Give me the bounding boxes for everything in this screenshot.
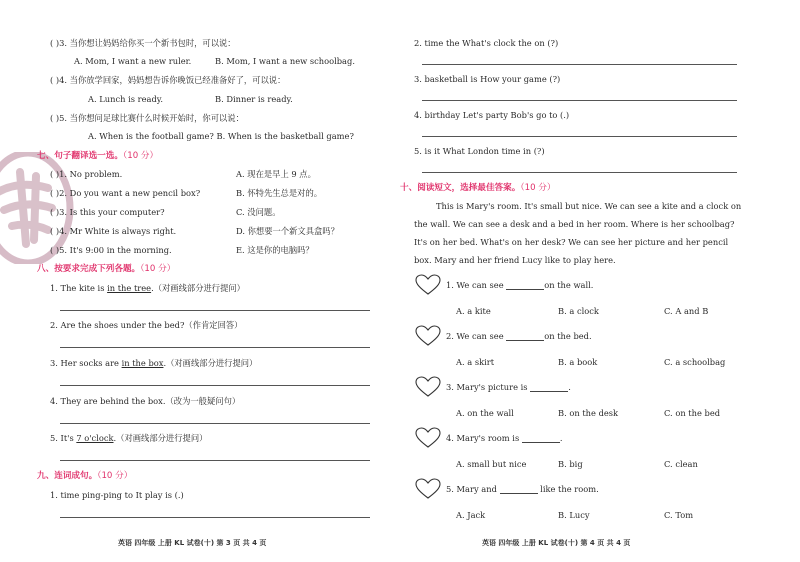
- reading-q3-option-b: B. on the desk: [558, 408, 619, 418]
- sec7-item-4-right: D. 你想要一个新文具盒吗？: [236, 226, 339, 236]
- answer-line[interactable]: [60, 385, 370, 386]
- sec7-item-1-right: A. 现在是早上 9 点。: [236, 169, 316, 179]
- reading-q1: 1. We can see on the wall.: [446, 280, 594, 290]
- section-10-heading: 十、阅读短文，选择最佳答案。（10 分）: [400, 183, 556, 193]
- footer-right: 英语 四年级 上册 KL 试卷(十) 第 4 页 共 4 页: [482, 539, 631, 547]
- q5-options: A. When is the football game? B. When is the basketball game?: [88, 131, 354, 141]
- heart-icon: [415, 325, 441, 347]
- reading-q3: 3. Mary's picture is .: [446, 382, 571, 392]
- heart-icon: [415, 274, 441, 296]
- reading-q4-option-a: A. small but nice: [456, 459, 527, 469]
- sec8-q3: 3. Her socks are in the box.（对画线部分进行提问）: [50, 358, 258, 368]
- answer-line[interactable]: [60, 310, 370, 311]
- sec7-item-1-left: ( )1. No problem.: [50, 169, 123, 179]
- passage-line-3: It's on her bed. What's on her desk? We can see her picture and her pencil: [414, 237, 729, 247]
- reading-q5: 5. Mary and like the room.: [446, 484, 599, 494]
- sec8-q2: 2. Are the shoes under the bed?（作肯定回答）: [50, 320, 243, 330]
- sec8-q5: 5. It's 7 o'clock.（对画线部分进行提问）: [50, 433, 208, 443]
- answer-line[interactable]: [60, 423, 370, 424]
- heart-icon: [415, 427, 441, 449]
- sec9-q2: 2. time the What's clock the on (?): [414, 38, 559, 48]
- reading-q1-option-b: B. a clock: [558, 306, 599, 316]
- right-page: [400, 0, 800, 562]
- answer-line[interactable]: [422, 64, 737, 65]
- q3-option-b: B. Mom, I want a new schoolbag.: [215, 56, 355, 66]
- reading-q1-option-c: C. A and B: [664, 306, 709, 316]
- sec9-q5: 5. is it What London time in (?): [414, 146, 545, 156]
- sec8-q4: 4. They are behind the box.（改为一般疑问句）: [50, 396, 241, 406]
- reading-q5-option-a: A. Jack: [456, 510, 486, 520]
- reading-q4-option-c: C. clean: [664, 459, 698, 469]
- reading-q3-option-a: A. on the wall: [456, 408, 514, 418]
- answer-line[interactable]: [422, 100, 737, 101]
- sec7-item-3-left: ( )3. Is this your computer?: [50, 207, 165, 217]
- answer-line[interactable]: [60, 347, 370, 348]
- section-7-heading: 七、句子翻译选一选。（10 分）: [37, 151, 159, 161]
- answer-line[interactable]: [422, 172, 737, 173]
- reading-q3-option-c: C. on the bed: [664, 408, 721, 418]
- answer-line[interactable]: [422, 136, 737, 137]
- reading-q2-option-a: A. a skirt: [456, 357, 495, 367]
- sec8-q1: 1. The kite is in the tree.（对画线部分进行提问）: [50, 283, 245, 293]
- section-9-heading: 九、连词成句。（10 分）: [37, 471, 133, 481]
- sec7-item-4-left: ( )4. Mr White is always right.: [50, 226, 177, 236]
- sec9-q4: 4. birthday Let's party Bob's go to (.): [414, 110, 570, 120]
- sec7-item-5-right: E. 这是你的电脑吗？: [236, 245, 314, 255]
- q4-option-b: B. Dinner is ready.: [215, 94, 293, 104]
- sec7-item-5-left: ( )5. It's 9:00 in the morning.: [50, 245, 172, 255]
- answer-line[interactable]: [60, 460, 370, 461]
- q5-prompt: ( )5. 当你想问足球比赛什么时候开始时，你可以说：: [50, 113, 244, 123]
- sec7-item-3-right: C. 没问题。: [236, 207, 281, 217]
- reading-q5-option-c: C. Tom: [664, 510, 694, 520]
- reading-q2-option-c: C. a schoolbag: [664, 357, 726, 367]
- reading-q4-option-b: B. big: [558, 459, 583, 469]
- section-8-heading: 八、按要求完成下列各题。（10 分）: [37, 264, 176, 274]
- passage-line-2: the wall. We can see a desk and a bed in her room. Where is her schoolbag?: [414, 219, 735, 229]
- sec7-item-2-left: ( )2. Do you want a new pencil box?: [50, 188, 201, 198]
- reading-q2-option-b: B. a book: [558, 357, 598, 367]
- reading-q1-option-a: A. a kite: [456, 306, 491, 316]
- sec7-item-2-right: B. 怀特先生总是对的。: [236, 188, 323, 198]
- answer-line[interactable]: [60, 517, 370, 518]
- q3-option-a: A. Mom, I want a new ruler.: [74, 56, 192, 66]
- heart-icon: [415, 478, 441, 500]
- footer-left: 英语 四年级 上册 KL 试卷(十) 第 3 页 共 4 页: [118, 539, 267, 547]
- sec9-q1: 1. time ping-ping to It play is (.): [50, 490, 184, 500]
- q4-option-a: A. Lunch is ready.: [88, 94, 163, 104]
- q3-prompt: ( )3. 当你想让妈妈给你买一个新书包时，可以说：: [50, 38, 236, 48]
- reading-q2: 2. We can see on the bed.: [446, 331, 592, 341]
- passage-line-1: This is Mary's room. It's small but nice. We can see a kite and a clock on: [436, 201, 742, 211]
- reading-q5-option-b: B. Lucy: [558, 510, 590, 520]
- sec9-q3: 3. basketball is How your game (?): [414, 74, 561, 84]
- q4-prompt: ( )4. 当你放学回家，妈妈想告诉你晚饭已经准备好了，可以说：: [50, 75, 286, 85]
- passage-line-4: box. Mary and her friend Lucy like to play here.: [414, 255, 616, 265]
- heart-icon: [415, 376, 441, 398]
- reading-q4: 4. Mary's room is .: [446, 433, 563, 443]
